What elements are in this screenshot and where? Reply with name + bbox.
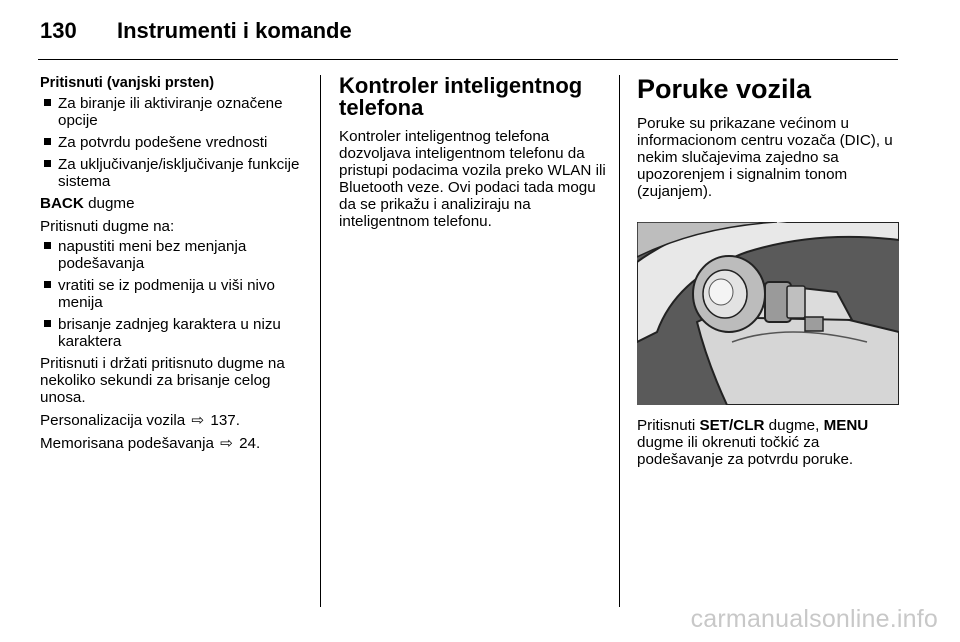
subheading-outer-ring: Pritisnuti (vanjski prsten) [40,75,215,91]
list-item: Za biranje ili aktiviranje označene opcije [40,95,308,129]
hold-paragraph: Pritisnuti i držati pritisnuto dugme na nekoliko sekundi za brisanje celog unosa. [40,355,285,406]
page-title: Instrumenti i komande [117,18,352,43]
arrow-right-icon: ⇨ [220,435,233,452]
header-rule [38,59,898,60]
section-heading-smartphone-controller: Kontroler inteligentnog telefona [339,73,583,120]
bullet-square-icon [44,320,51,327]
bullet-square-icon [44,99,51,106]
set-clr-label: SET/CLR [699,417,765,434]
list-item: Za potvrdu podešene vrednosti [40,134,308,151]
list-item: napustiti meni bez menjanja podešavanja [40,238,308,272]
list-item: Za uključivanje/isključivanje funkcije sistema [40,156,308,190]
vehicle-messages-intro: Poruke su prikazane većinom u informacionom centru vozača (DIC), u nekim slučajevima zajedno sa upozorenjem i signalnim tonom (zujanjem). [637,115,893,200]
bullet-list-back [40,238,308,350]
list-item: brisanje zadnjeg karaktera u nizu karaktera [40,316,308,350]
back-label: BACK [40,195,84,212]
cross-reference-personalization[interactable]: Personalizacija vozila ⇨ 137. [40,412,240,429]
arrow-right-icon: ⇨ [191,412,205,429]
press-intro: Pritisnuti dugme na: [40,218,175,235]
cross-reference-memory[interactable]: Memorisana podešavanja ⇨ 24. [40,435,261,452]
column-3 [637,75,901,474]
section-heading-vehicle-messages: Poruke vozila [637,74,812,104]
list-item: vratiti se iz podmenija u viši nivo menija [40,277,308,311]
turn-signal-lever-illustration [637,222,899,405]
column-1 [40,75,308,458]
watermark: carmanualsonline.info [690,605,938,633]
bullet-list-outer-ring [40,95,308,190]
smartphone-controller-text: Kontroler inteligentnog telefona dozvoljava inteligentnom telefonu da pristupi podacima vozila preko WLAN ili Bluetooth veze. Ovi podaci tada mogu da se prikažu i analiziraju na inteligentnom telefonu. [339,128,606,230]
menu-label: MENU [823,417,869,434]
column-divider-1 [320,75,321,607]
column-divider-2 [619,75,620,607]
figure-caption: Pritisnuti SET/CLR dugme, MENU dugme ili okrenuti točkić za podešavanje za potvrdu poruke. [637,417,869,468]
bullet-square-icon [44,281,51,288]
lever-drawing [637,222,899,405]
bullet-square-icon [44,242,51,249]
page-number: 130 [40,18,77,43]
bullet-square-icon [44,160,51,167]
column-2 [339,75,607,236]
bullet-square-icon [44,138,51,145]
back-button-paragraph: BACK dugme [40,195,135,212]
